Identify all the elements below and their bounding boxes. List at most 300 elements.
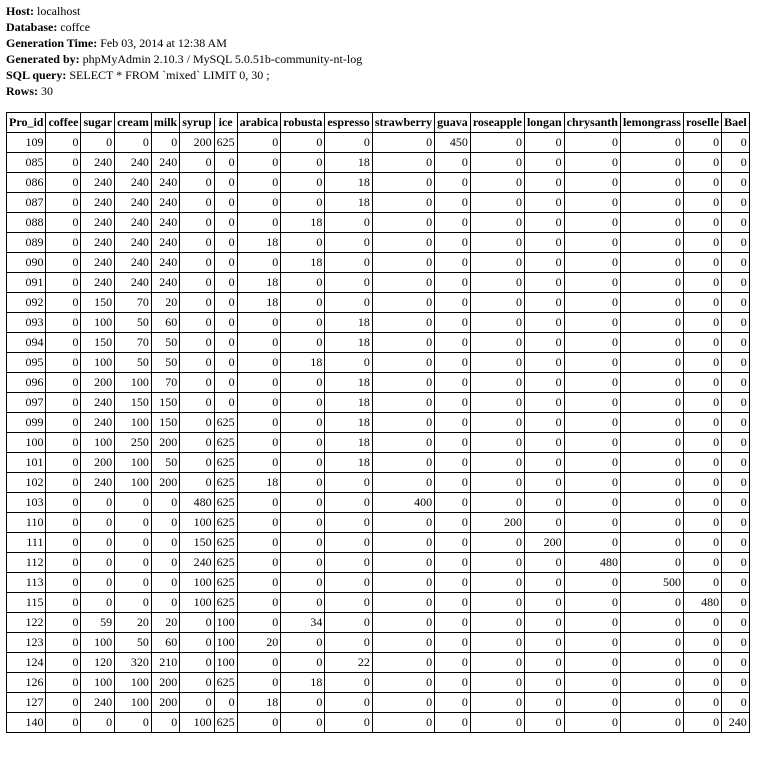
table-cell-chrysanth: 0 [564,613,620,633]
table-row [7,573,750,593]
table-cell-espresso: 0 [325,493,372,513]
table-cell-chrysanth: 0 [564,173,620,193]
column-header-robusta: robusta [281,113,325,133]
table-cell-espresso: 18 [325,333,372,353]
table-cell-chrysanth: 0 [564,713,620,733]
table-row [7,353,750,373]
table-cell-syrup: 0 [180,233,214,253]
table-cell-espresso: 0 [325,713,372,733]
table-cell-coffee: 0 [46,693,81,713]
table-cell-longan: 0 [524,333,564,353]
table-cell-cream: 0 [115,593,152,613]
table-cell-robusta: 0 [281,633,325,653]
table-cell-pro_id: 097 [7,393,46,413]
table-cell-cream: 100 [115,413,152,433]
table-cell-espresso: 0 [325,253,372,273]
table-cell-roselle: 0 [683,493,721,513]
table-cell-syrup: 0 [180,653,214,673]
table-cell-milk: 50 [151,333,179,353]
table-cell-robusta: 0 [281,153,325,173]
table-cell-strawberry: 400 [372,493,434,513]
table-cell-arabica: 18 [237,693,281,713]
table-cell-bael: 0 [722,473,750,493]
table-cell-milk: 150 [151,413,179,433]
table-cell-guava: 0 [435,673,471,693]
table-row [7,533,750,553]
table-cell-roseapple: 0 [470,313,524,333]
table-cell-guava: 0 [435,553,471,573]
table-cell-arabica: 0 [237,173,281,193]
table-cell-arabica: 18 [237,293,281,313]
table-cell-chrysanth: 0 [564,533,620,553]
table-cell-milk: 240 [151,213,179,233]
table-cell-roseapple: 0 [470,673,524,693]
table-cell-roseapple: 0 [470,413,524,433]
table-cell-ice: 625 [214,493,237,513]
results-table [6,112,750,733]
table-cell-milk: 0 [151,513,179,533]
table-cell-cream: 70 [115,333,152,353]
generated-by-value: phpMyAdmin 2.10.3 / MySQL 5.0.51b-community-nt-log [82,52,363,66]
table-cell-arabica: 0 [237,313,281,333]
column-header-ice: ice [214,113,237,133]
table-cell-lemongrass: 0 [620,133,683,153]
table-cell-guava: 0 [435,433,471,453]
table-cell-longan: 0 [524,273,564,293]
table-cell-arabica: 0 [237,373,281,393]
table-cell-lemongrass: 0 [620,273,683,293]
table-cell-roseapple: 0 [470,273,524,293]
table-cell-longan: 0 [524,473,564,493]
table-cell-roselle: 0 [683,233,721,253]
table-cell-bael: 0 [722,453,750,473]
rows-value: 30 [41,84,53,98]
table-cell-strawberry: 0 [372,653,434,673]
table-cell-ice: 0 [214,273,237,293]
table-cell-longan: 0 [524,373,564,393]
table-row [7,473,750,493]
table-cell-longan: 0 [524,153,564,173]
table-cell-espresso: 0 [325,473,372,493]
table-cell-espresso: 0 [325,233,372,253]
table-cell-arabica: 20 [237,633,281,653]
table-cell-milk: 240 [151,273,179,293]
table-cell-strawberry: 0 [372,213,434,233]
table-cell-arabica: 0 [237,513,281,533]
table-cell-longan: 0 [524,413,564,433]
table-cell-arabica: 0 [237,573,281,593]
table-cell-roselle: 0 [683,613,721,633]
table-cell-syrup: 0 [180,193,214,213]
table-cell-lemongrass: 0 [620,353,683,373]
table-cell-arabica: 0 [237,533,281,553]
table-cell-milk: 240 [151,233,179,253]
table-cell-pro_id: 110 [7,513,46,533]
table-cell-milk: 70 [151,373,179,393]
table-cell-syrup: 0 [180,473,214,493]
column-header-longan: longan [524,113,564,133]
table-cell-roseapple: 0 [470,473,524,493]
table-cell-cream: 240 [115,213,152,233]
table-cell-roselle: 0 [683,373,721,393]
table-cell-longan: 0 [524,673,564,693]
table-cell-coffee: 0 [46,573,81,593]
table-cell-chrysanth: 0 [564,353,620,373]
table-cell-chrysanth: 0 [564,333,620,353]
sql-query-label: SQL query: [6,68,67,82]
table-cell-chrysanth: 0 [564,413,620,433]
table-cell-espresso: 0 [325,513,372,533]
table-cell-cream: 0 [115,513,152,533]
table-cell-bael: 240 [722,713,750,733]
table-cell-milk: 0 [151,573,179,593]
rows-label: Rows: [6,84,38,98]
column-header-espresso: espresso [325,113,372,133]
table-cell-strawberry: 0 [372,273,434,293]
table-cell-ice: 100 [214,653,237,673]
table-cell-bael: 0 [722,273,750,293]
table-cell-roseapple: 200 [470,513,524,533]
table-cell-longan: 0 [524,453,564,473]
table-cell-roselle: 0 [683,693,721,713]
table-cell-guava: 0 [435,693,471,713]
table-cell-strawberry: 0 [372,433,434,453]
table-cell-pro_id: 092 [7,293,46,313]
column-header-roselle: roselle [683,113,721,133]
column-header-milk: milk [151,113,179,133]
table-cell-espresso: 0 [325,213,372,233]
table-cell-ice: 625 [214,673,237,693]
table-cell-arabica: 0 [237,353,281,373]
table-cell-sugar: 0 [81,713,115,733]
table-row [7,373,750,393]
table-cell-guava: 0 [435,633,471,653]
table-cell-chrysanth: 0 [564,133,620,153]
table-cell-guava: 0 [435,213,471,233]
table-cell-coffee: 0 [46,393,81,413]
table-cell-arabica: 18 [237,473,281,493]
table-cell-roselle: 480 [683,593,721,613]
table-cell-chrysanth: 0 [564,453,620,473]
table-cell-strawberry: 0 [372,593,434,613]
table-cell-milk: 20 [151,613,179,633]
table-cell-milk: 0 [151,593,179,613]
table-cell-coffee: 0 [46,233,81,253]
table-cell-arabica: 0 [237,593,281,613]
table-cell-syrup: 0 [180,453,214,473]
table-cell-strawberry: 0 [372,153,434,173]
table-cell-lemongrass: 0 [620,653,683,673]
table-cell-longan: 0 [524,653,564,673]
table-row [7,673,750,693]
table-cell-longan: 0 [524,593,564,613]
table-cell-longan: 0 [524,313,564,333]
column-header-lemongrass: lemongrass [620,113,683,133]
table-cell-roselle: 0 [683,633,721,653]
table-cell-guava: 0 [435,653,471,673]
table-cell-bael: 0 [722,193,750,213]
table-cell-roselle: 0 [683,313,721,333]
table-cell-cream: 100 [115,453,152,473]
table-cell-chrysanth: 0 [564,213,620,233]
table-cell-bael: 0 [722,673,750,693]
table-cell-cream: 0 [115,133,152,153]
table-cell-chrysanth: 0 [564,593,620,613]
table-cell-robusta: 0 [281,513,325,533]
table-cell-lemongrass: 0 [620,393,683,413]
table-cell-milk: 50 [151,453,179,473]
table-cell-lemongrass: 0 [620,293,683,313]
table-cell-bael: 0 [722,613,750,633]
table-cell-milk: 0 [151,533,179,553]
table-cell-coffee: 0 [46,593,81,613]
generation-time-label: Generation Time: [6,36,98,50]
table-cell-sugar: 120 [81,653,115,673]
table-cell-guava: 0 [435,353,471,373]
table-cell-pro_id: 113 [7,573,46,593]
table-cell-longan: 0 [524,133,564,153]
column-header-cream: cream [115,113,152,133]
database-label: Database: [6,20,58,34]
table-cell-sugar: 240 [81,253,115,273]
table-cell-coffee: 0 [46,333,81,353]
table-cell-espresso: 0 [325,533,372,553]
table-cell-guava: 0 [435,593,471,613]
table-cell-coffee: 0 [46,153,81,173]
table-cell-milk: 240 [151,253,179,273]
table-cell-robusta: 0 [281,313,325,333]
table-cell-chrysanth: 0 [564,153,620,173]
table-cell-cream: 100 [115,373,152,393]
table-cell-sugar: 240 [81,193,115,213]
host-value: localhost [37,4,81,18]
table-cell-syrup: 0 [180,633,214,653]
table-cell-syrup: 0 [180,273,214,293]
table-cell-pro_id: 089 [7,233,46,253]
table-cell-arabica: 0 [237,653,281,673]
table-cell-coffee: 0 [46,193,81,213]
table-cell-robusta: 0 [281,473,325,493]
table-cell-sugar: 0 [81,493,115,513]
table-cell-roseapple: 0 [470,133,524,153]
table-cell-arabica: 0 [237,193,281,213]
table-cell-sugar: 240 [81,173,115,193]
table-cell-robusta: 0 [281,133,325,153]
table-row [7,293,750,313]
table-row [7,633,750,653]
table-cell-syrup: 0 [180,613,214,633]
table-cell-chrysanth: 0 [564,673,620,693]
table-cell-cream: 0 [115,533,152,553]
table-cell-lemongrass: 0 [620,213,683,233]
table-cell-coffee: 0 [46,413,81,433]
table-cell-strawberry: 0 [372,553,434,573]
sql-query-line [6,67,767,83]
table-cell-chrysanth: 0 [564,693,620,713]
table-cell-espresso: 18 [325,173,372,193]
table-cell-roselle: 0 [683,473,721,493]
table-cell-pro_id: 088 [7,213,46,233]
table-cell-bael: 0 [722,233,750,253]
table-cell-roseapple: 0 [470,213,524,233]
table-cell-sugar: 150 [81,293,115,313]
table-cell-roselle: 0 [683,433,721,453]
table-cell-roseapple: 0 [470,533,524,553]
table-cell-syrup: 0 [180,353,214,373]
database-line [6,19,767,35]
table-cell-pro_id: 111 [7,533,46,553]
table-row [7,433,750,453]
table-cell-robusta: 34 [281,613,325,633]
table-cell-ice: 0 [214,313,237,333]
table-cell-longan: 0 [524,613,564,633]
table-cell-ice: 625 [214,513,237,533]
table-cell-espresso: 0 [325,593,372,613]
table-row [7,213,750,233]
table-header-row [7,113,750,133]
table-cell-ice: 625 [214,713,237,733]
table-cell-guava: 0 [435,313,471,333]
table-cell-syrup: 0 [180,173,214,193]
table-cell-bael: 0 [722,593,750,613]
table-row [7,453,750,473]
table-cell-arabica: 18 [237,233,281,253]
table-cell-roseapple: 0 [470,433,524,453]
table-cell-sugar: 0 [81,533,115,553]
table-row [7,133,750,153]
table-row [7,273,750,293]
table-cell-coffee: 0 [46,273,81,293]
table-cell-roseapple: 0 [470,173,524,193]
table-cell-arabica: 18 [237,273,281,293]
table-cell-strawberry: 0 [372,193,434,213]
table-cell-guava: 0 [435,713,471,733]
table-cell-robusta: 0 [281,413,325,433]
table-cell-espresso: 0 [325,673,372,693]
table-cell-pro_id: 085 [7,153,46,173]
table-cell-espresso: 18 [325,373,372,393]
table-cell-guava: 450 [435,133,471,153]
table-cell-bael: 0 [722,413,750,433]
table-cell-ice: 0 [214,253,237,273]
table-cell-milk: 0 [151,713,179,733]
table-cell-robusta: 0 [281,493,325,513]
table-cell-syrup: 0 [180,393,214,413]
table-cell-sugar: 100 [81,313,115,333]
table-cell-coffee: 0 [46,353,81,373]
table-cell-sugar: 200 [81,373,115,393]
table-cell-longan: 0 [524,693,564,713]
table-cell-bael: 0 [722,393,750,413]
table-cell-pro_id: 103 [7,493,46,513]
table-cell-syrup: 100 [180,713,214,733]
table-cell-roseapple: 0 [470,453,524,473]
table-cell-roselle: 0 [683,573,721,593]
table-cell-roseapple: 0 [470,253,524,273]
table-cell-arabica: 0 [237,673,281,693]
table-cell-espresso: 0 [325,633,372,653]
table-cell-syrup: 100 [180,513,214,533]
table-cell-roseapple: 0 [470,493,524,513]
table-cell-cream: 240 [115,233,152,253]
host-line [6,3,767,19]
table-cell-sugar: 100 [81,673,115,693]
table-cell-syrup: 200 [180,133,214,153]
table-cell-guava: 0 [435,453,471,473]
table-cell-longan: 0 [524,193,564,213]
table-row [7,313,750,333]
table-cell-cream: 250 [115,433,152,453]
table-cell-cream: 0 [115,553,152,573]
table-cell-cream: 50 [115,633,152,653]
table-cell-roseapple: 0 [470,153,524,173]
table-cell-roseapple: 0 [470,653,524,673]
table-cell-ice: 625 [214,473,237,493]
table-cell-syrup: 0 [180,293,214,313]
table-cell-guava: 0 [435,193,471,213]
table-cell-cream: 240 [115,153,152,173]
table-cell-arabica: 0 [237,613,281,633]
table-cell-roselle: 0 [683,533,721,553]
table-cell-chrysanth: 0 [564,233,620,253]
table-cell-guava: 0 [435,473,471,493]
table-cell-guava: 0 [435,613,471,633]
table-cell-roseapple: 0 [470,193,524,213]
table-cell-bael: 0 [722,253,750,273]
table-cell-lemongrass: 0 [620,693,683,713]
table-cell-syrup: 0 [180,373,214,393]
table-cell-syrup: 100 [180,573,214,593]
table-cell-ice: 625 [214,453,237,473]
table-cell-cream: 240 [115,173,152,193]
table-cell-robusta: 0 [281,273,325,293]
table-cell-roselle: 0 [683,133,721,153]
table-cell-longan: 0 [524,493,564,513]
table-row [7,493,750,513]
generation-time-line [6,35,767,51]
table-cell-roselle: 0 [683,333,721,353]
table-cell-ice: 0 [214,213,237,233]
table-cell-robusta: 0 [281,713,325,733]
table-cell-cream: 240 [115,193,152,213]
table-cell-bael: 0 [722,373,750,393]
table-cell-milk: 60 [151,633,179,653]
table-cell-pro_id: 122 [7,613,46,633]
table-cell-cream: 0 [115,493,152,513]
table-cell-pro_id: 112 [7,553,46,573]
table-cell-bael: 0 [722,133,750,153]
table-cell-coffee: 0 [46,553,81,573]
table-cell-milk: 240 [151,153,179,173]
rows-line [6,83,767,99]
table-cell-coffee: 0 [46,293,81,313]
table-cell-arabica: 0 [237,253,281,273]
table-cell-coffee: 0 [46,373,81,393]
table-cell-roselle: 0 [683,253,721,273]
table-cell-ice: 100 [214,613,237,633]
table-cell-espresso: 18 [325,433,372,453]
table-cell-roseapple: 0 [470,593,524,613]
table-cell-espresso: 18 [325,313,372,333]
table-cell-robusta: 0 [281,573,325,593]
table-cell-cream: 320 [115,653,152,673]
table-row [7,333,750,353]
table-cell-roseapple: 0 [470,293,524,313]
table-cell-ice: 625 [214,593,237,613]
table-cell-arabica: 0 [237,433,281,453]
table-cell-sugar: 0 [81,553,115,573]
table-cell-sugar: 240 [81,413,115,433]
